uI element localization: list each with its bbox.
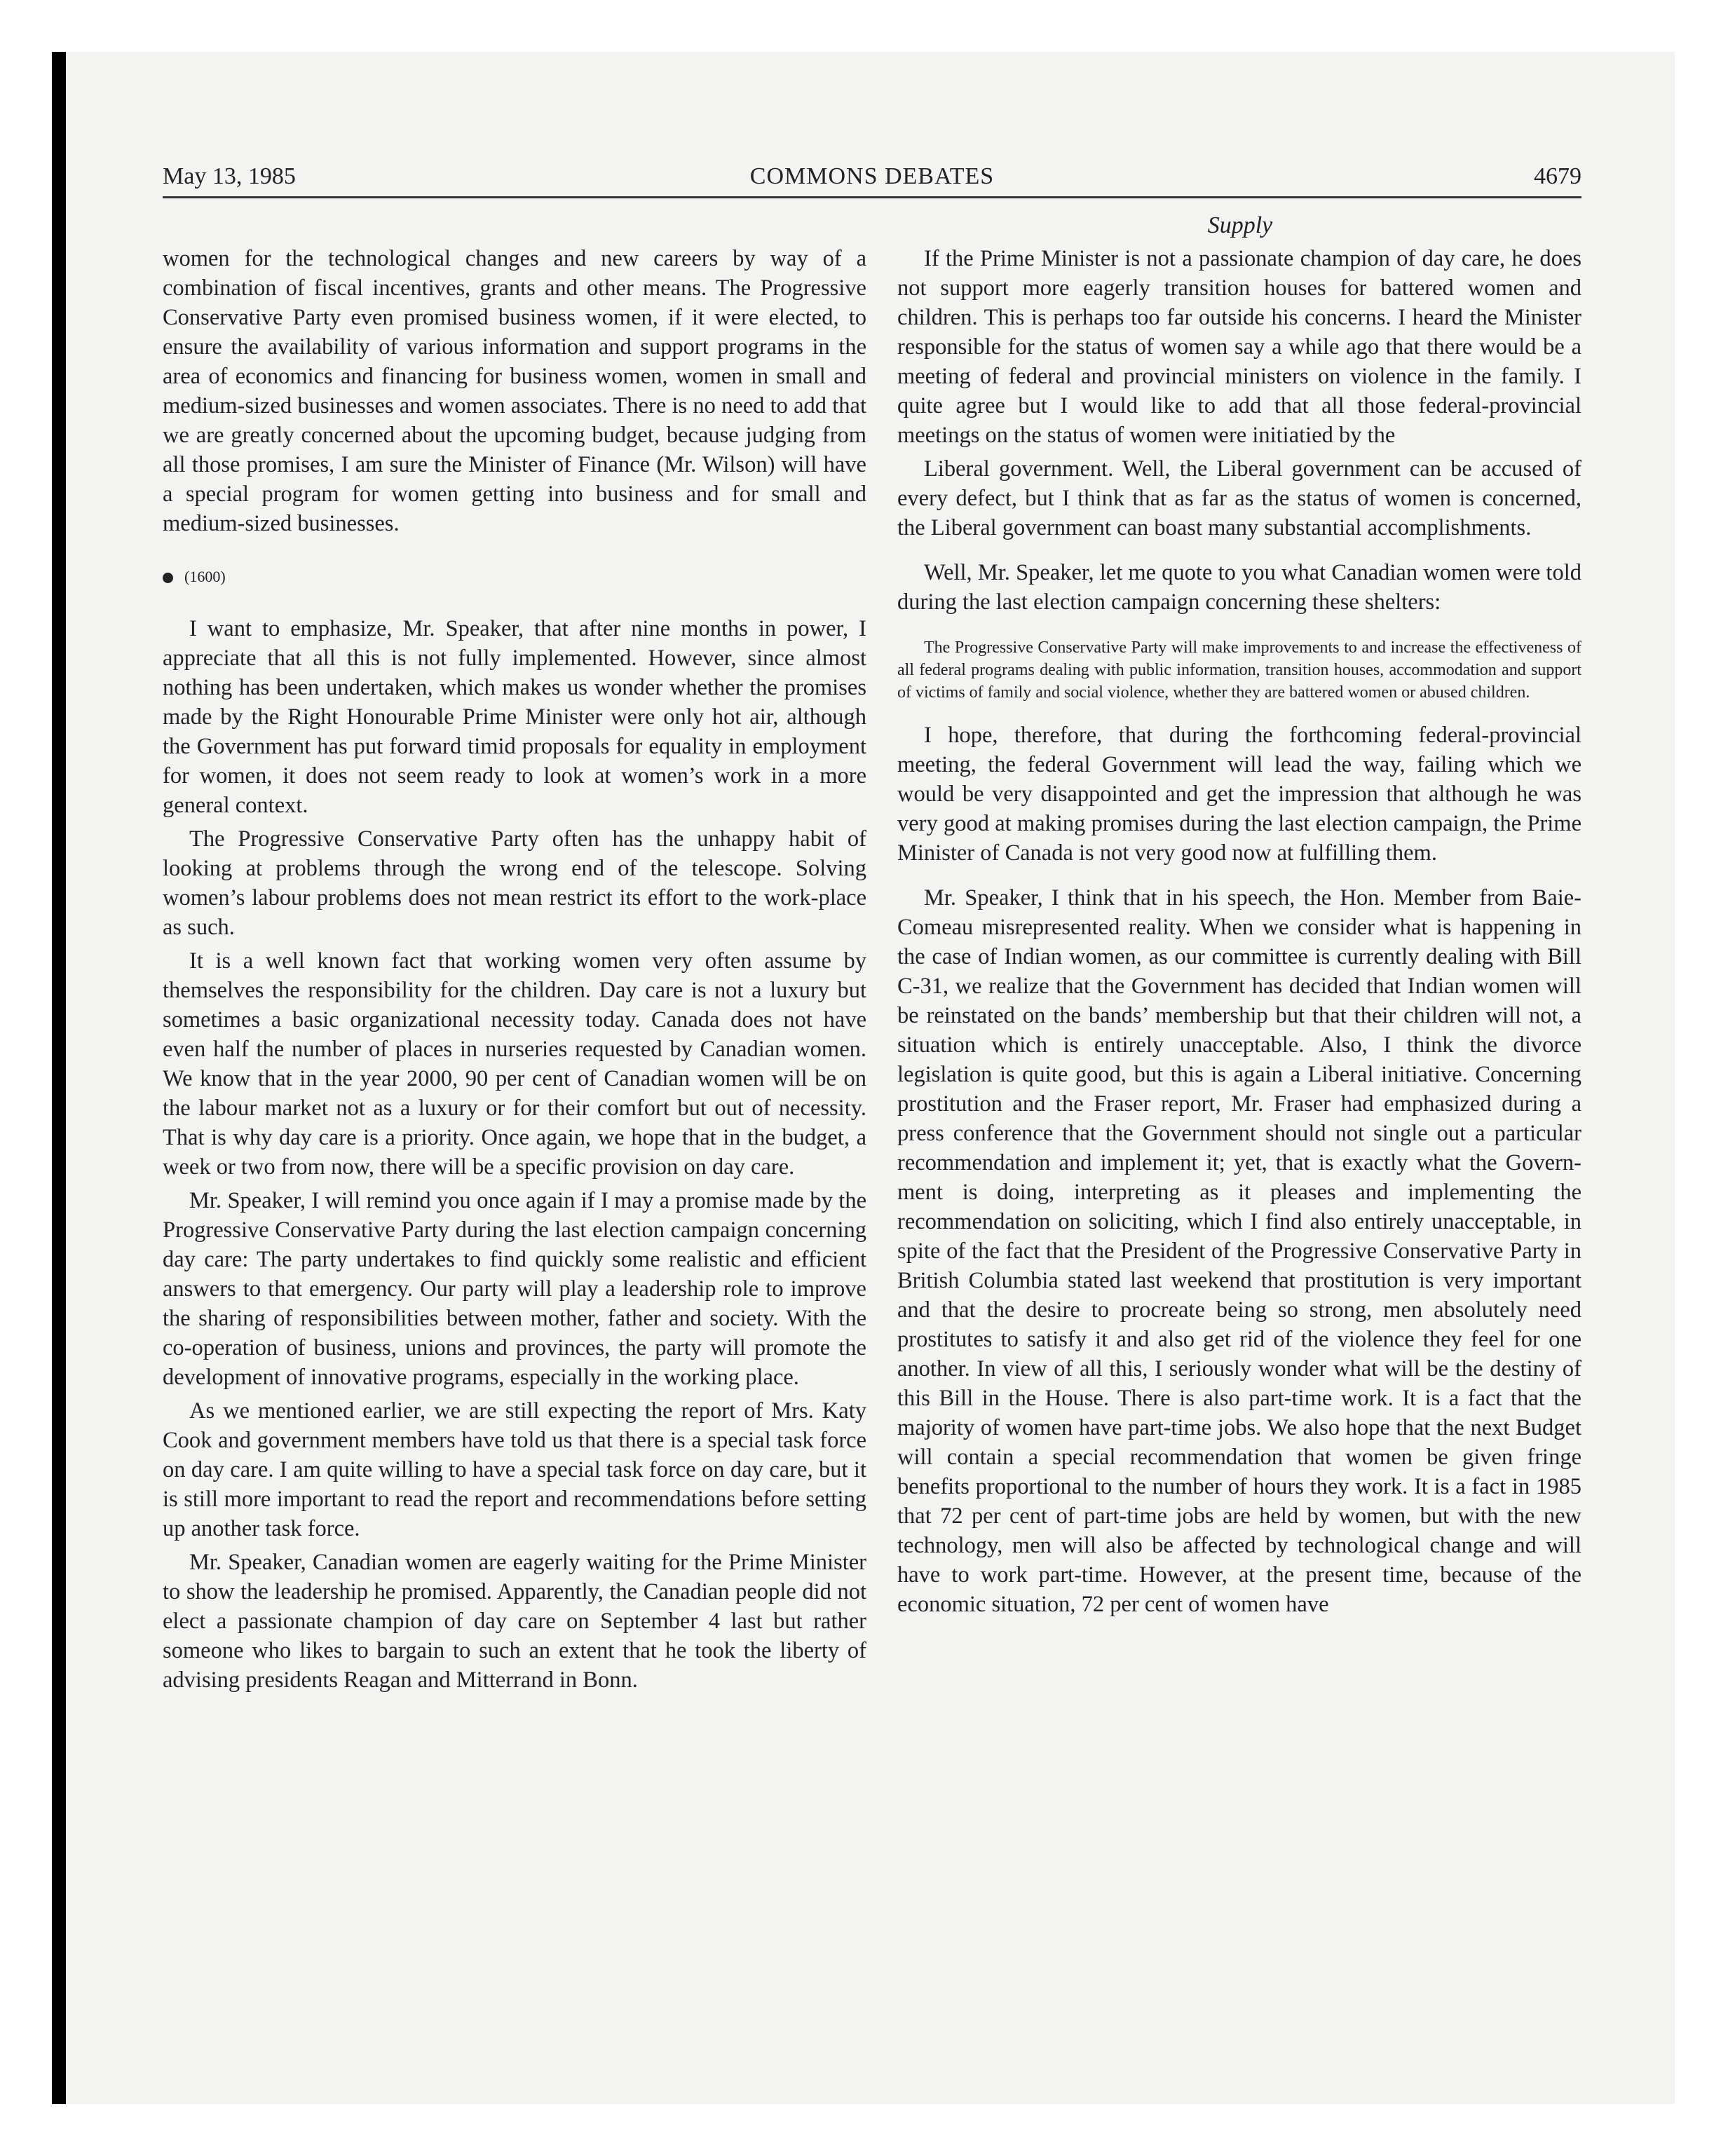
running-header [163,161,1581,198]
header-journal-title: COMMONS DEBATES [749,163,995,189]
header-date: May 13, 1985 [163,163,296,189]
scan-border [52,52,66,2104]
bullet-icon [163,573,173,583]
section-label: Supply [1207,212,1273,238]
paragraph: I hope, therefore, that during the forthcoming federal-provincial meeting, the federal Government will lead the way, failing which we would be very disappointed and get the impression that although he was very good at making promises during the last election campaign, the Prime Minister of Canada is not very good now at fulfilling them. [897,723,1581,866]
right-column [897,244,1581,1619]
paragraph: Mr. Speaker, I think that in his speech, the Hon. Member from Baie-Comeau misrepresented reality. When we consider what is happening in the case of Indian women, as our committee is currently dealing with Bill C-31, we realize that the Government has decided that Indian women will be reinstated on the bands’ membership but that their children will not, a situation which is entirely unacceptable. Also, I think the divorce legislation is quite good, but this is again a Liberal initiative. Concerning prostitution and the Fraser report, Mr. Fraser had emphasized during a press conference that the Government should not single out a particular recommendation and implement it; yet, that is exactly what the Government is doing, interpreting as it pleases and implementing the recommendation on soliciting, which I find also entirely unacceptable, in spite of the fact that the President of the Progressive Conservative Party in British Columbia stated last weekend that prostitution is very important and that the desire to procreate being so strong, men absolutely need prostitutes to satisfy it and also get rid of the violence they feel for one another. In view of all this, I seriously wonder what will be the destiny of this Bill in the House. There is also part-time work. It is a fact that the majority of women have part-time jobs. We also hope that the next Budget will contain a special recommendation that women be given fringe benefits proportional to the number of hours they work. It is a fact in 1985 that 72 per cent of part-time jobs are held by women, but with the new technology, men will also be affected by technological change and will have to work part-time. However, at the present time, because of the economic situation, 72 per cent of women have [897,885,1581,1617]
block-quote: The Progressive Conservative Party will make improvements to and increase the effectiveness of all federal programs dealing with public information, transition houses, accommodation and support of victims of family and social violence, whether they are battered women or abused children. [897,639,1581,702]
paragraph: I want to emphasize, Mr. Speaker, that after nine months in power, I appreciate that all this is not fully implemented. However, since almost nothing has been undertaken, which makes us wonder whether the promises made by the Right Honourable Prime Minister were only hot air, although the Government has put forward timid proposals for equality in employment for women, it does not seem ready to look at women’s work in a more general context. [163,616,866,818]
paragraph: Well, Mr. Speaker, let me quote to you what Canadian women were told during the last election campaign concerning these shelters: [897,560,1581,615]
left-column [163,244,866,1695]
paragraph: As we mentioned earlier, we are still expecting the report of Mrs. Katy Cook and government members have told us that there is a special task force on day care. I am quite willing to have a special task force on day care, but it is still more important to read the report and recommendations before setting up another task force. [163,1398,866,1541]
paragraph: The Progressive Conservative Party often has the unhappy habit of looking at problems through the wrong end of the telescope. Solving women’s labour problems does not mean restrict its effort to the work-place as such. [163,826,866,940]
paragraph: It is a well known fact that working women very often assume by themselves the responsibility for the children. Day care is not a luxury but sometimes a basic organizational necessity today. Canada does not have even half the number of places in nurseries requested by Canadian women. We know that in the year 2000, 90 per cent of Canadian women will be on the labour market not as a luxury or for their comfort but out of necessity. That is why day care is a priority. Once again, we hope that in the budget, a week or two from now, there will be a specific provision on day care. [163,948,866,1180]
paragraph: Mr. Speaker, I will remind you once again if I may a promise made by the Progressive Conservative Party during the last election campaign concerning day care: The party undertakes to find quickly some realistic and efficient answers to that emergency. Our party will play a leadership role to improve the sharing of responsibilities between mother, father and society. With the co-operation of business, unions and provinces, the party will promote the development of innovative programs, especially in the working place. [163,1188,866,1390]
paragraph: Liberal government. Well, the Liberal government can be accused of every defect, but I think that as far as the status of women is concerned, the Liberal government can boast many substantial accomplishments. [897,456,1581,540]
time-marker [163,566,866,587]
time-marker-label: (1600) [184,568,226,585]
header-page-number: 4679 [1534,163,1581,189]
paragraph: If the Prime Minister is not a passionate champion of day care, he does not support more eagerly transition houses for battered women and children. This is perhaps too far outside his concerns. I heard the Minister responsible for the status of women say a while ago that there would be a meeting of federal and provincial ministers on violence in the family. I quite agree but I would like to add that all those federal-provincial meetings on the status of women were initiatied by the [897,246,1581,448]
paragraph: Mr. Speaker, Canadian women are eagerly waiting for the Prime Minister to show the leadership he promised. Apparently, the Canadian people did not elect a passionate champion of day care on September 4 last but rather someone who likes to bargain to such an extent that he took the liberty of advising presidents Reagan and Mitterrand in Bonn. [163,1550,866,1693]
paragraph: women for the technological changes and new careers by way of a combination of fiscal incentives, grants and other means. The Progressive Conservative Party even promised business women, if it were elected, to ensure the availability of various information and support programs in the area of economics and financing for business women, women in small and medium-sized businesses and women associates. There is no need to add that we are greatly concerned about the upcoming budget, because judging from all those promises, I am sure the Minister of Finance (Mr. Wilson) will have a special program for women getting into business and for small and medium-sized businesses. [163,246,866,536]
